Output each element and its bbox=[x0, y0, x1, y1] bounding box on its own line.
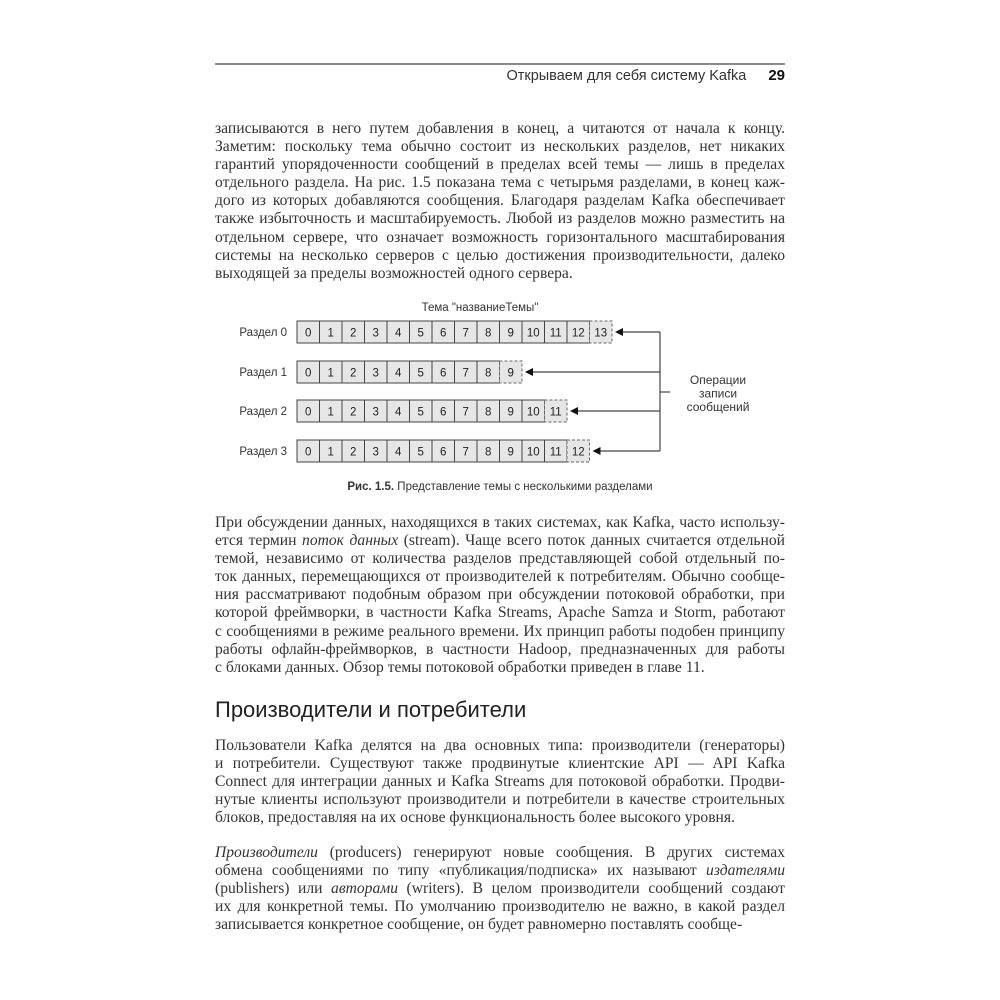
text-run: дого из которых добавляются сообщения. Благодаря разделам Kafka обеспечивает bbox=[215, 192, 785, 210]
partition-label: Раздел 1 bbox=[239, 367, 287, 379]
text-line bbox=[215, 773, 785, 791]
text-run: Connect для интеграции данных и Kafka Streams для потоковой обработки. Продви- bbox=[215, 773, 785, 791]
paragraph-2 bbox=[215, 514, 785, 677]
offset-number: 4 bbox=[395, 406, 402, 419]
offset-number: 7 bbox=[462, 406, 469, 419]
page-number: 29 bbox=[768, 67, 785, 84]
text-run: записывается конкретное сообщение, он будет равномерно поставлять сообще- bbox=[215, 916, 743, 934]
text-line bbox=[215, 550, 785, 568]
partition-label: Раздел 2 bbox=[239, 406, 287, 418]
text-run: ется термин bbox=[215, 532, 303, 550]
text-line bbox=[215, 755, 785, 773]
text-run: отдельном сервере, что означает возможность горизонтального масштабирования bbox=[215, 228, 785, 246]
text-line bbox=[215, 641, 785, 659]
offset-number: 5 bbox=[417, 406, 424, 419]
text-run: (writers). В целом производители сообщений создают bbox=[398, 880, 785, 898]
offset-number: 3 bbox=[372, 367, 379, 380]
offset-number: 2 bbox=[350, 406, 357, 419]
emphasized-term: издателями bbox=[706, 862, 785, 880]
offset-number: 7 bbox=[462, 367, 469, 380]
arrowhead-icon bbox=[570, 407, 578, 415]
offset-number: 5 bbox=[417, 367, 424, 380]
arrowhead-icon bbox=[615, 328, 623, 336]
text-run: работы офлайн-фреймворков, в частности Hadoop, предназначенных для работы bbox=[215, 640, 785, 658]
pending-offset-number: 11 bbox=[549, 406, 562, 419]
offset-number: 3 bbox=[372, 446, 379, 459]
text-run: Пользователи Kafka делятся на два основных типа: производители (генераторы) bbox=[215, 737, 785, 754]
text-run: их для конкретной темы. По умолчанию производителю не важно, в какой раздел bbox=[215, 898, 785, 916]
text-line bbox=[215, 623, 785, 641]
offset-number: 6 bbox=[440, 406, 447, 419]
text-run: которой фреймворки, в частности Kafka Streams, Apache Samza и Storm, работают bbox=[215, 604, 785, 622]
arrowhead-icon bbox=[593, 447, 601, 455]
offset-number: 4 bbox=[395, 367, 402, 380]
paragraph-3 bbox=[215, 737, 785, 827]
offset-number: 2 bbox=[350, 446, 357, 459]
text-line bbox=[215, 586, 785, 604]
text-run: блоков, предоставляя на их основе функциональность более высокого уровня. bbox=[215, 809, 735, 827]
text-line bbox=[215, 532, 785, 550]
chapter-title: Открываем для себя систему Kafka bbox=[506, 68, 747, 84]
text-run: обмена сообщениями по типу «публикация/подписка» их называют bbox=[215, 862, 707, 880]
emphasized-term: Производители bbox=[215, 844, 318, 861]
offset-number: 8 bbox=[485, 406, 492, 419]
offset-number: 6 bbox=[440, 367, 447, 380]
text-run: записываются в него путем добавления в конец, а читаются от начала к концу. bbox=[215, 120, 785, 137]
text-line bbox=[215, 659, 785, 677]
offset-number: 4 bbox=[395, 446, 402, 459]
offset-number: 2 bbox=[350, 367, 357, 380]
offset-number: 1 bbox=[327, 367, 334, 380]
offset-number: 10 bbox=[526, 327, 540, 340]
text-run: отдельного раздела. На рис. 1.5 показана тема с четырьмя разделами, в конец каж- bbox=[215, 174, 785, 192]
text-line bbox=[215, 604, 785, 622]
text-run: с блоками данных. Обзор темы потоковой обработки приведен в главе 11. bbox=[215, 658, 705, 676]
offset-number: 3 bbox=[372, 327, 379, 340]
partition-label: Раздел 0 bbox=[239, 327, 287, 339]
offset-number: 11 bbox=[549, 327, 562, 340]
text-run: с сообщениями в режиме реального времени. Их принцип работы подобен принципу bbox=[215, 622, 785, 640]
figure-title: Тема "названиеТемы" bbox=[421, 302, 539, 314]
text-run: (stream). Чаще всего поток данных считается отдельной bbox=[398, 532, 786, 550]
emphasized-term: авторами bbox=[331, 880, 399, 898]
text-run: ния рассматривают подобным образом при обсуждении потоковой обработки, при bbox=[215, 586, 785, 604]
offset-number: 0 bbox=[305, 367, 312, 380]
text-line bbox=[215, 916, 785, 934]
text-run: При обсуждении данных, находящихся в таких системах, как Kafka, часто использу- bbox=[215, 514, 785, 531]
offset-number: 0 bbox=[305, 446, 312, 459]
offset-number: 2 bbox=[350, 327, 357, 340]
text-line bbox=[215, 514, 785, 532]
write-operations-label: записи bbox=[698, 386, 738, 401]
offset-number: 10 bbox=[526, 446, 540, 459]
text-run: гарантий упорядоченности сообщений в пределах всей темы — лишь в пределах bbox=[215, 156, 785, 174]
text-run: системы на несколько серверов с целью достижения производительности, далеко bbox=[215, 246, 785, 264]
offset-number: 12 bbox=[571, 327, 585, 340]
offset-number: 10 bbox=[526, 406, 540, 419]
offset-number: 1 bbox=[327, 406, 334, 419]
text-line bbox=[215, 898, 785, 916]
text-line bbox=[215, 568, 785, 586]
offset-number: 0 bbox=[305, 406, 312, 419]
offset-number: 8 bbox=[485, 446, 492, 459]
text-line bbox=[215, 880, 785, 898]
caption-text: Представление темы с несколькими разделами bbox=[394, 481, 653, 493]
offset-number: 6 bbox=[440, 327, 447, 340]
paragraph-4 bbox=[215, 844, 785, 934]
text-line bbox=[215, 737, 785, 755]
text-run: нутые клиенты используют производители и потребители в качестве строительных bbox=[215, 791, 785, 809]
pending-offset-number: 13 bbox=[594, 327, 608, 340]
text-run: также избыточность и масштабируемость. Любой из разделов можно разместить на bbox=[215, 210, 785, 228]
text-run: ток данных, перемещающихся от производителей к потребителям. Обычно сообще- bbox=[215, 568, 785, 586]
offset-number: 9 bbox=[507, 327, 514, 340]
topic-partitions-diagram bbox=[0, 0, 1000, 480]
pending-offset-number: 12 bbox=[571, 446, 585, 459]
write-operations-label: сообщений bbox=[686, 400, 750, 414]
offset-number: 5 bbox=[417, 446, 424, 459]
offset-number: 1 bbox=[327, 446, 334, 459]
text-run: Заметим: поскольку тема обычно состоит из нескольких разделов, нет никаких bbox=[215, 138, 785, 156]
section-heading: Производители и потребители bbox=[215, 697, 527, 722]
offset-number: 1 bbox=[327, 327, 334, 340]
offset-number: 4 bbox=[395, 327, 402, 340]
text-run: (publishers) или bbox=[215, 880, 332, 898]
text-run: и потребители. Существуют также продвинутые клиентские API — API Kafka bbox=[215, 755, 785, 773]
text-run: выходящей за пределы возможностей одного сервера. bbox=[215, 264, 573, 282]
offset-number: 11 bbox=[549, 446, 562, 459]
text-line bbox=[215, 809, 785, 827]
partition-label: Раздел 3 bbox=[239, 446, 287, 458]
text-line bbox=[215, 791, 785, 809]
offset-number: 6 bbox=[440, 446, 447, 459]
write-operations-label: Операции bbox=[689, 373, 747, 387]
offset-number: 9 bbox=[507, 406, 514, 419]
caption-label: Рис. 1.5. bbox=[347, 481, 395, 493]
arrowhead-icon bbox=[525, 368, 533, 376]
text-line bbox=[215, 862, 785, 880]
pending-offset-number: 9 bbox=[507, 367, 514, 380]
offset-number: 8 bbox=[485, 367, 492, 380]
emphasized-term: поток данных bbox=[302, 532, 399, 550]
offset-number: 7 bbox=[462, 327, 469, 340]
figure-caption bbox=[0, 481, 1000, 493]
text-run: (producers) генерируют новые сообщения. В других системах bbox=[317, 844, 785, 861]
offset-number: 7 bbox=[462, 446, 469, 459]
offset-number: 8 bbox=[485, 327, 492, 340]
offset-number: 0 bbox=[305, 327, 312, 340]
text-line bbox=[215, 844, 785, 862]
offset-number: 3 bbox=[372, 406, 379, 419]
text-run: темой, независимо от количества разделов представляющей собой отдельный по- bbox=[215, 550, 785, 568]
offset-number: 9 bbox=[507, 446, 514, 459]
offset-number: 5 bbox=[417, 327, 424, 340]
